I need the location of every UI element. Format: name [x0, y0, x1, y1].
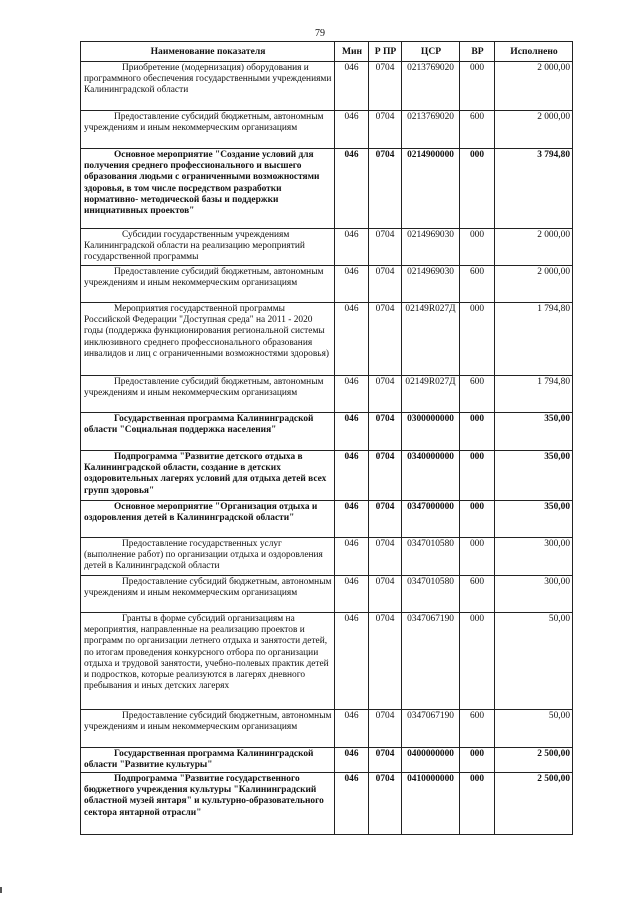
row-rpr: 0704: [369, 376, 402, 413]
table-row: [81, 266, 573, 303]
row-name: Приобретение (модернизация) оборудования и программного обеспечения государственными учреждениями Калининградской области: [81, 62, 335, 111]
table-row: [81, 229, 573, 266]
row-min: 046: [335, 538, 369, 576]
row-min: 046: [335, 501, 369, 538]
table-row: [81, 748, 573, 773]
row-vr: 600: [460, 111, 495, 149]
row-rpr: 0704: [369, 111, 402, 149]
row-min: 046: [335, 773, 369, 835]
row-done: 2 000,00: [495, 62, 573, 111]
row-rpr: 0704: [369, 748, 402, 773]
row-min: 046: [335, 413, 369, 451]
row-vr: 600: [460, 710, 495, 748]
table-header-row: [81, 42, 573, 62]
table-row: [81, 576, 573, 613]
row-vr: 000: [460, 538, 495, 576]
row-done: 50,00: [495, 613, 573, 710]
row-csr: 0410000000: [402, 773, 460, 835]
row-rpr: 0704: [369, 576, 402, 613]
row-name: Государственная программа Калининградской области "Развитие культуры": [81, 748, 335, 773]
row-min: 046: [335, 710, 369, 748]
row-name: Предоставление субсидий бюджетным, автономным учреждениям и иным некоммерческим организациям: [81, 576, 335, 613]
col-header-vr: ВР: [460, 42, 495, 62]
row-name: Государственная программа Калининградской области "Социальная поддержка населения": [81, 413, 335, 451]
table-row: [81, 62, 573, 111]
row-min: 046: [335, 111, 369, 149]
row-vr: 600: [460, 266, 495, 303]
row-vr: 000: [460, 773, 495, 835]
row-done: 300,00: [495, 538, 573, 576]
row-min: 046: [335, 613, 369, 710]
table-row: [81, 451, 573, 501]
table-row: [81, 376, 573, 413]
row-name: Предоставление субсидий бюджетным, автономным учреждениям и иным некоммерческим организациям: [81, 266, 335, 303]
row-rpr: 0704: [369, 229, 402, 266]
table-row: [81, 413, 573, 451]
row-vr: 000: [460, 613, 495, 710]
row-vr: 600: [460, 376, 495, 413]
row-done: 2 000,00: [495, 111, 573, 149]
row-vr: 000: [460, 413, 495, 451]
row-csr: 0347067190: [402, 613, 460, 710]
row-vr: 000: [460, 62, 495, 111]
col-header-done: Исполнено: [495, 42, 573, 62]
row-name: Субсидии государственным учреждениям Калининградской области на реализацию мероприятий государственной программы: [81, 229, 335, 266]
row-min: 046: [335, 229, 369, 266]
row-done: 350,00: [495, 451, 573, 501]
row-min: 046: [335, 576, 369, 613]
row-vr: 000: [460, 501, 495, 538]
row-name: Основное мероприятие "Создание условий для получения среднего профессионального и высшего образования людьми с ограниченными возможностями здоровья, в том числе посредством разработки нормативно- методической базы и поддержки инициативных проектов": [81, 149, 335, 229]
row-min: 046: [335, 149, 369, 229]
row-vr: 000: [460, 149, 495, 229]
col-header-rpr: Р ПР: [369, 42, 402, 62]
col-header-csr: ЦСР: [402, 42, 460, 62]
row-rpr: 0704: [369, 451, 402, 501]
row-done: 2 500,00: [495, 773, 573, 835]
row-csr: 0347067190: [402, 710, 460, 748]
row-name: Предоставление субсидий бюджетным, автономным учреждениям и иным некоммерческим организациям: [81, 111, 335, 149]
table-row: [81, 710, 573, 748]
row-done: 1 794,80: [495, 376, 573, 413]
row-rpr: 0704: [369, 501, 402, 538]
row-rpr: 0704: [369, 62, 402, 111]
row-rpr: 0704: [369, 710, 402, 748]
row-name: Подпрограмма "Развитие детского отдыха в Калининградской области, создание в детских оздоровительных лагерях условий для отдыха детей всех групп здоровья": [81, 451, 335, 501]
row-min: 046: [335, 266, 369, 303]
scan-edge-mark: [0, 887, 2, 893]
row-name: Предоставление субсидий бюджетным, автономным учреждениям и иным некоммерческим организациям: [81, 376, 335, 413]
table-row: [81, 303, 573, 376]
row-csr: 0214900000: [402, 149, 460, 229]
row-vr: 000: [460, 303, 495, 376]
row-csr: 0213769020: [402, 62, 460, 111]
row-csr: 0347010580: [402, 576, 460, 613]
row-done: 1 794,80: [495, 303, 573, 376]
row-csr: 0213769020: [402, 111, 460, 149]
table-row: [81, 773, 573, 835]
row-rpr: 0704: [369, 773, 402, 835]
row-name: Основное мероприятие "Организация отдыха и оздоровления детей в Калининградской области": [81, 501, 335, 538]
row-min: 046: [335, 303, 369, 376]
table-row: [81, 538, 573, 576]
row-vr: 000: [460, 229, 495, 266]
row-done: 2 000,00: [495, 229, 573, 266]
row-csr: 0347000000: [402, 501, 460, 538]
row-vr: 000: [460, 451, 495, 501]
row-min: 046: [335, 748, 369, 773]
row-done: 300,00: [495, 576, 573, 613]
table-row: [81, 501, 573, 538]
row-name: Мероприятия государственной программы Российской Федерации "Доступная среда" на 2011 - 2020 годы (поддержка функционирования региональной системы инклюзивного среднего профессионального образования инвалидов и лиц с ограниченными возможностями здоровья): [81, 303, 335, 376]
page-number: 79: [315, 28, 325, 39]
row-rpr: 0704: [369, 413, 402, 451]
row-done: 2 000,00: [495, 266, 573, 303]
row-name: Подпрограмма "Развитие государственного бюджетного учреждения культуры "Калининградский областной музей янтаря" и культурно-образовательного сектора янтарной отрасли": [81, 773, 335, 835]
row-rpr: 0704: [369, 538, 402, 576]
col-header-name: Наименование показателя: [81, 42, 335, 62]
row-csr: 0214969030: [402, 229, 460, 266]
row-min: 046: [335, 451, 369, 501]
row-min: 046: [335, 376, 369, 413]
row-done: 350,00: [495, 501, 573, 538]
budget-table: [80, 41, 573, 835]
row-rpr: 0704: [369, 266, 402, 303]
table-row: [81, 613, 573, 710]
row-rpr: 0704: [369, 613, 402, 710]
row-csr: 0214969030: [402, 266, 460, 303]
row-csr: 0340000000: [402, 451, 460, 501]
row-rpr: 0704: [369, 149, 402, 229]
row-csr: 02149R027Д: [402, 303, 460, 376]
row-vr: 000: [460, 748, 495, 773]
row-csr: 0347010580: [402, 538, 460, 576]
row-done: 3 794,80: [495, 149, 573, 229]
row-csr: 02149R027Д: [402, 376, 460, 413]
table-row: [81, 111, 573, 149]
row-done: 50,00: [495, 710, 573, 748]
row-min: 046: [335, 62, 369, 111]
row-name: Предоставление субсидий бюджетным, автономным учреждениям и иным некоммерческим организациям: [81, 710, 335, 748]
row-done: 2 500,00: [495, 748, 573, 773]
table-row: [81, 149, 573, 229]
row-vr: 600: [460, 576, 495, 613]
row-csr: 0400000000: [402, 748, 460, 773]
col-header-min: Мин: [335, 42, 369, 62]
row-name: Предоставление государственных услуг (выполнение работ) по организации отдыха и оздоровления детей в Калининградской области: [81, 538, 335, 576]
row-csr: 0300000000: [402, 413, 460, 451]
row-done: 350,00: [495, 413, 573, 451]
row-name: Гранты в форме субсидий организациям на мероприятия, направленные на реализацию проектов и программ по организации летнего отдыха и занятости детей, по итогам проведения конкурсного отбора по организации отдыха и трудовой занятости, учебно-полевых практик детей и подростков, которые реализуются в лагерях дневного пребывания и иных детских лагерях: [81, 613, 335, 710]
row-rpr: 0704: [369, 303, 402, 376]
